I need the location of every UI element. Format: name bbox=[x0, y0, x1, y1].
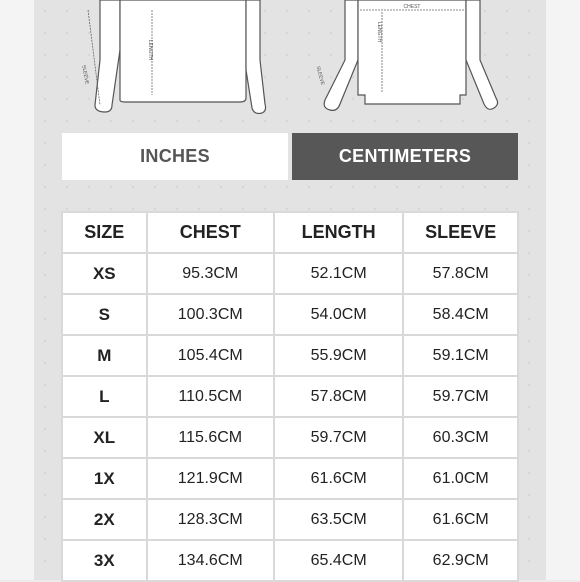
garment-illustration bbox=[60, 0, 520, 120]
sleeve-header: SLEEVE bbox=[404, 213, 517, 252]
table-header-row bbox=[63, 213, 517, 252]
sleeve-cell: 59.7CM bbox=[404, 377, 517, 416]
length-cell: 59.7CM bbox=[275, 418, 402, 457]
table-row bbox=[63, 500, 517, 539]
table-row bbox=[63, 295, 517, 334]
length-label-front: LENGTH bbox=[376, 21, 382, 43]
sleeve-label-front: SLEEVE bbox=[314, 65, 326, 86]
table-row bbox=[63, 377, 517, 416]
length-cell: 52.1CM bbox=[275, 254, 402, 293]
centimeters-tab[interactable]: CENTIMETERS bbox=[292, 133, 518, 180]
front-view-sweatshirt-icon bbox=[324, 0, 497, 110]
length-cell: 63.5CM bbox=[275, 500, 402, 539]
sleeve-cell: 61.6CM bbox=[404, 500, 517, 539]
chest-cell: 95.3CM bbox=[148, 254, 273, 293]
chest-cell: 134.6CM bbox=[148, 541, 273, 580]
chest-cell: 115.6CM bbox=[148, 418, 273, 457]
size-header: SIZE bbox=[63, 213, 146, 252]
size-cell: 3X bbox=[63, 541, 146, 580]
size-chart-table bbox=[61, 211, 519, 582]
size-cell: XS bbox=[63, 254, 146, 293]
unit-toggle bbox=[62, 133, 518, 180]
size-cell: L bbox=[63, 377, 146, 416]
table-row bbox=[63, 418, 517, 457]
sleeve-label: SLEEVE bbox=[80, 64, 90, 85]
chest-header: CHEST bbox=[148, 213, 273, 252]
size-cell: 1X bbox=[63, 459, 146, 498]
sleeve-cell: 62.9CM bbox=[404, 541, 517, 580]
sleeve-cell: 61.0CM bbox=[404, 459, 517, 498]
chest-cell: 128.3CM bbox=[148, 500, 273, 539]
length-label: LENGTH bbox=[147, 39, 153, 61]
table-row bbox=[63, 459, 517, 498]
chest-cell: 105.4CM bbox=[148, 336, 273, 375]
side-view-sweatshirt-icon bbox=[95, 0, 266, 113]
size-cell: 2X bbox=[63, 500, 146, 539]
sleeve-cell: 58.4CM bbox=[404, 295, 517, 334]
chest-cell: 100.3CM bbox=[148, 295, 273, 334]
sleeve-cell: 59.1CM bbox=[404, 336, 517, 375]
sleeve-cell: 60.3CM bbox=[404, 418, 517, 457]
length-cell: 55.9CM bbox=[275, 336, 402, 375]
sleeve-cell: 57.8CM bbox=[404, 254, 517, 293]
chest-cell: 121.9CM bbox=[148, 459, 273, 498]
size-cell: M bbox=[63, 336, 146, 375]
size-cell: S bbox=[63, 295, 146, 334]
table-row bbox=[63, 254, 517, 293]
chest-label: CHEST bbox=[403, 4, 421, 10]
chest-cell: 110.5CM bbox=[148, 377, 273, 416]
size-cell: XL bbox=[63, 418, 146, 457]
length-cell: 65.4CM bbox=[275, 541, 402, 580]
inches-tab[interactable]: INCHES bbox=[62, 133, 288, 180]
length-header: LENGTH bbox=[275, 213, 402, 252]
right-margin bbox=[546, 0, 580, 580]
table-row bbox=[63, 541, 517, 580]
left-margin bbox=[0, 0, 34, 580]
length-cell: 61.6CM bbox=[275, 459, 402, 498]
length-cell: 54.0CM bbox=[275, 295, 402, 334]
table-row bbox=[63, 336, 517, 375]
length-cell: 57.8CM bbox=[275, 377, 402, 416]
